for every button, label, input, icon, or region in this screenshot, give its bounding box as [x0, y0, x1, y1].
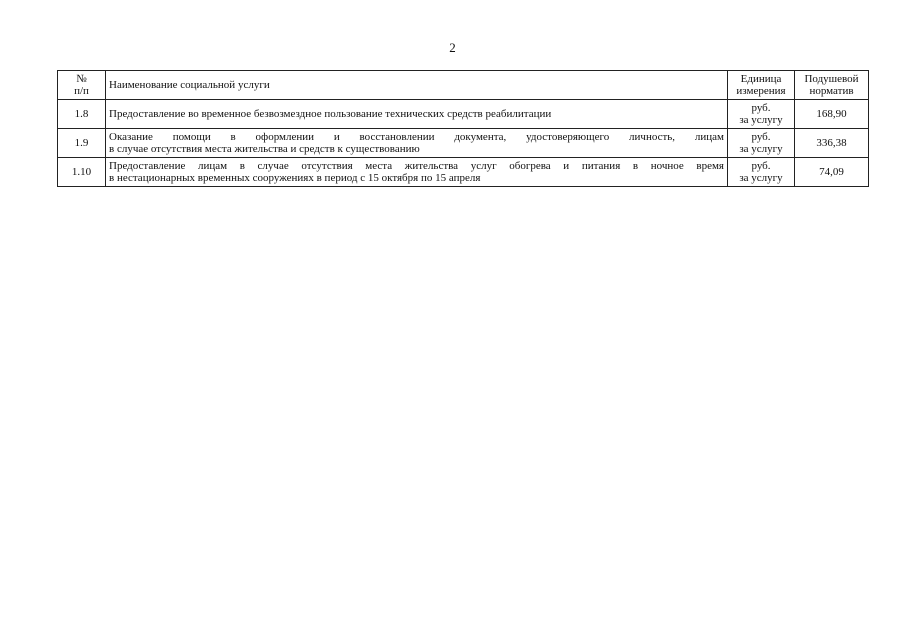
row-rate: 168,90 [795, 100, 869, 129]
unit-line: за услугу [739, 172, 783, 184]
unit-line: за услугу [739, 114, 783, 126]
unit-line: руб. [751, 131, 771, 143]
header-number-line: п/п [74, 85, 89, 97]
table-row [58, 129, 869, 158]
header-rate-line: норматив [809, 85, 854, 97]
row-unit [728, 158, 795, 187]
header-number [58, 71, 106, 100]
service-name-line: Предоставление лицам в случае отсутствия места жительства услуг обогрева и питания в ночное время [109, 160, 724, 172]
header-unit [728, 71, 795, 100]
row-service-name [106, 100, 728, 129]
service-name-line: Оказание помощи в оформлении и восстановлении документа, удостоверяющего личность, лицам [109, 131, 724, 143]
header-number-line: № [76, 73, 87, 85]
row-rate: 336,38 [795, 129, 869, 158]
unit-line: руб. [751, 102, 771, 114]
row-rate: 74,09 [795, 158, 869, 187]
header-service-name: Наименование социальной услуги [106, 71, 728, 100]
row-service-name [106, 158, 728, 187]
row-unit [728, 100, 795, 129]
row-number: 1.9 [58, 129, 106, 158]
service-name-line: в нестационарных временных сооружениях в период с 15 октября по 15 апреля [109, 172, 481, 184]
header-rate [795, 71, 869, 100]
social-services-table [57, 70, 869, 187]
table-row [58, 158, 869, 187]
row-number: 1.10 [58, 158, 106, 187]
header-unit-line: измерения [736, 85, 786, 97]
row-unit [728, 129, 795, 158]
header-unit-line: Единица [740, 73, 782, 85]
table-row [58, 100, 869, 129]
unit-line: руб. [751, 160, 771, 172]
service-name-line: Предоставление во временное безвозмездное пользование технических средств реабилитации [109, 108, 552, 120]
service-name-line: в случае отсутствия места жительства и средств к существованию [109, 143, 420, 155]
row-number: 1.8 [58, 100, 106, 129]
table-header-row [58, 71, 869, 100]
row-service-name [106, 129, 728, 158]
page-number: 2 [449, 40, 456, 55]
unit-line: за услугу [739, 143, 783, 155]
header-rate-line: Подушевой [804, 73, 859, 85]
